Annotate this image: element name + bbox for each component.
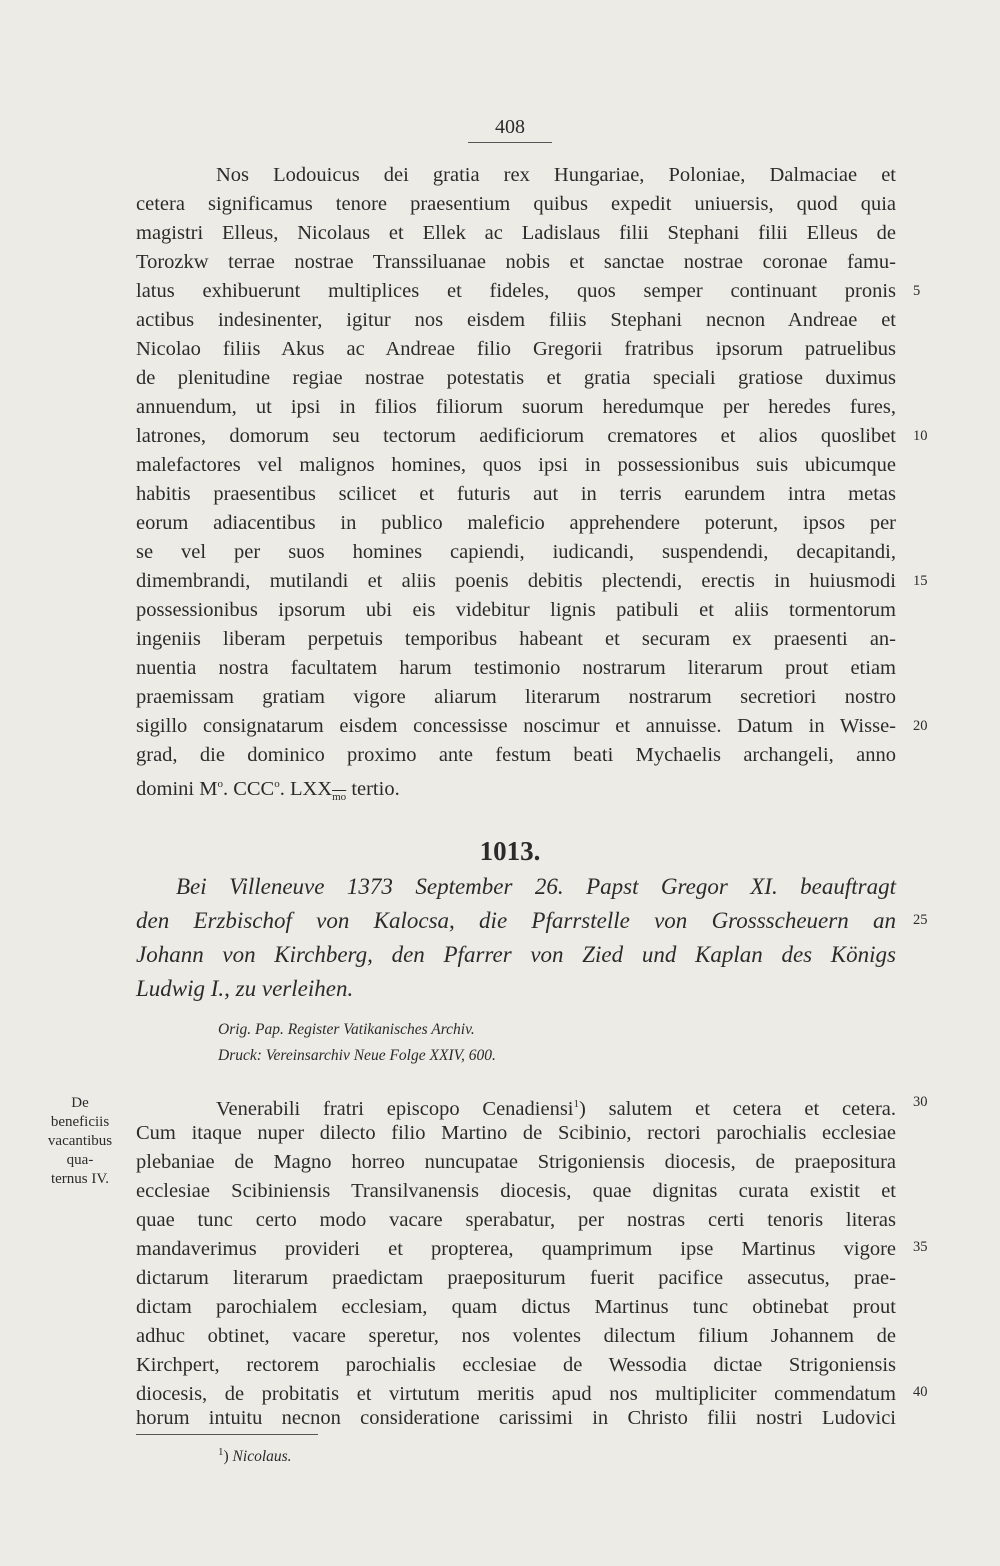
body-line: plebaniae de Magno horreo nuncupatae Strigoniensis diocesis, de praepositura [136,1151,896,1173]
body-line: latrones, domorum seu tectorum aedificiorum crematores et alios quoslibet [136,425,896,447]
date-subscript: mo [332,790,347,803]
source-original: Orig. Pap. Register Vatikanisches Archiv. [218,1021,475,1038]
address-text: Venerabili fratri episcopo Cenadiensi [216,1097,574,1120]
body-line: diocesis, de probitatis et virtutum meritis apud nos multipliciter commendatum [136,1383,896,1405]
line-number: 35 [913,1239,928,1255]
body-line: magistri Elleus, Nicolaus et Ellek ac Ladislaus filii Stephani filii Elleus de [136,222,896,244]
body-line: dimembrandi, mutilandi et aliis poenis debitis plectendi, erectis in huiusmodi [136,570,896,592]
date-text: . CCC [222,777,275,800]
document-number: 1013. [479,836,541,866]
body-line: dictam parochialem ecclesiam, quam dictus Martinus tunc obtinebat prout [136,1296,896,1318]
body-line: cetera significamus tenore praesentium quibus expedit uniuersis, quod quia [136,193,896,215]
footnote [218,1446,292,1466]
margin-note-line: ternus IV. [50,1171,110,1187]
line-number: 20 [913,718,928,734]
body-line: eorum adiacentibus in publico maleficio apprehendere poterunt, ipsos per [136,512,896,534]
body-line: ingeniis liberam perpetuis temporibus habeant et securam ex praesenti an- [136,628,896,650]
body-line: sigillo consignatarum eisdem concessisse noscimur et annuisse. Datum in Wisse- [136,715,896,737]
date-superscript: o [217,778,223,790]
page-number-rule [468,142,552,143]
margin-note-line: qua- [66,1152,94,1168]
footnote-text: Nicolaus. [232,1448,292,1466]
margin-note-line: De [71,1095,89,1111]
footnote-rule [136,1434,318,1435]
regest-line: Ludwig I., zu verleihen. [136,976,354,1001]
margin-note-line: beneficiis [50,1114,110,1130]
body-line: adhuc obtinet, vacare speretur, nos volentes dilectum filium Johannem de [136,1325,896,1347]
address-text: ) salutem et cetera et cetera. [579,1097,896,1120]
margin-note-line: vacantibus [47,1133,113,1149]
body-line: dictarum literarum praedictam praepositurum fuerit pacifice assecutus, prae- [136,1267,896,1289]
regest-line: Bei Villeneuve 1373 September 26. Papst Gregor XI. beauftragt [176,874,896,899]
footnote-mark: 1 [218,1446,224,1458]
body-line: annuendum, ut ipsi in filios filiorum suorum heredumque per heredes fures, [136,396,896,418]
body-line: grad, die dominico proximo ante festum beati Mychaelis archangeli, anno [136,744,896,766]
date-text: domini M [136,777,218,800]
body-line: actibus indesinenter, igitur nos eisdem filiis Stephani necnon Andreae et [136,309,896,331]
body-line: quae tunc certo modo vacare sperabatur, per nostras certi tenoris literas [136,1209,896,1231]
body-line: ecclesiae Scibiniensis Transilvanensis diocesis, quae dignitas curata existit et [136,1180,896,1202]
margin-note [30,1094,130,1189]
body-line: malefactores vel malignos homines, quos ipsi in possessionibus suis ubicumque [136,454,896,476]
body-line: possessionibus ipsorum ubi eis videbitur lignis patibuli et aliis tormentorum [136,599,896,621]
body-line: Kirchpert, rectorem parochialis ecclesiae de Wessodia dictae Strigoniensis [136,1354,896,1376]
date-text: . LXX [279,777,333,800]
body-line: Torozkw terrae nostrae Transsiluanae nobis et sanctae nostrae coronae famu- [136,251,896,273]
date-superscript: o [274,778,280,790]
line-number: 40 [913,1384,928,1400]
date-text: tertio. [346,777,400,800]
body-line: habitis praesentibus scilicet et futuris aut in terris earundem intra metas [136,483,896,505]
body-line: Nos Lodouicus dei gratia rex Hungariae, Poloniae, Dalmaciae et [216,164,896,186]
body-line: horum intuitu necnon consideratione carissimi in Christo filii nostri Ludovici [136,1407,896,1429]
body-line: Nicolao filiis Akus ac Andreae filio Gregorii fratribus ipsorum patruelibus [136,338,896,360]
body-line: de plenitudine regiae nostrae potestatis et gratia speciali gratiose duximus [136,367,896,389]
body-line: nuentia nostra facultatem harum testimonio nostrarum literarum prout etiam [136,657,896,679]
line-number: 15 [913,573,928,589]
source-print: Druck: Vereinsarchiv Neue Folge XXIV, 600. [218,1047,496,1064]
line-number: 30 [913,1094,928,1110]
body-line-last [136,770,896,812]
body-line: se vel per suos homines capiendi, iudicandi, suspendendi, decapitandi, [136,541,896,563]
footnote-ref: 1 [573,1098,579,1110]
regest-line: Johann von Kirchberg, den Pfarrer von Zied und Kaplan des Königs [136,942,896,967]
footnote-mark-paren: ) [223,1448,229,1466]
line-number: 25 [913,912,928,928]
body-line: Cum itaque nuper dilecto filio Martino de Scibinio, rectori parochialis ecclesiae [136,1122,896,1144]
page-number: 408 [495,116,525,138]
body-line: praemissam gratiam vigore aliarum literarum nostrarum secretiori nostro [136,686,896,708]
line-number: 10 [913,428,928,444]
line-number: 5 [913,283,921,299]
body-line: mandaverimus provideri et propterea, quamprimum ipse Martinus vigore [136,1238,896,1260]
body-line: latus exhibuerunt multiplices et fideles, quos semper continuant pronis [136,280,896,302]
regest-line: den Erzbischof von Kalocsa, die Pfarrstelle von Grossscheuern an [136,908,896,933]
